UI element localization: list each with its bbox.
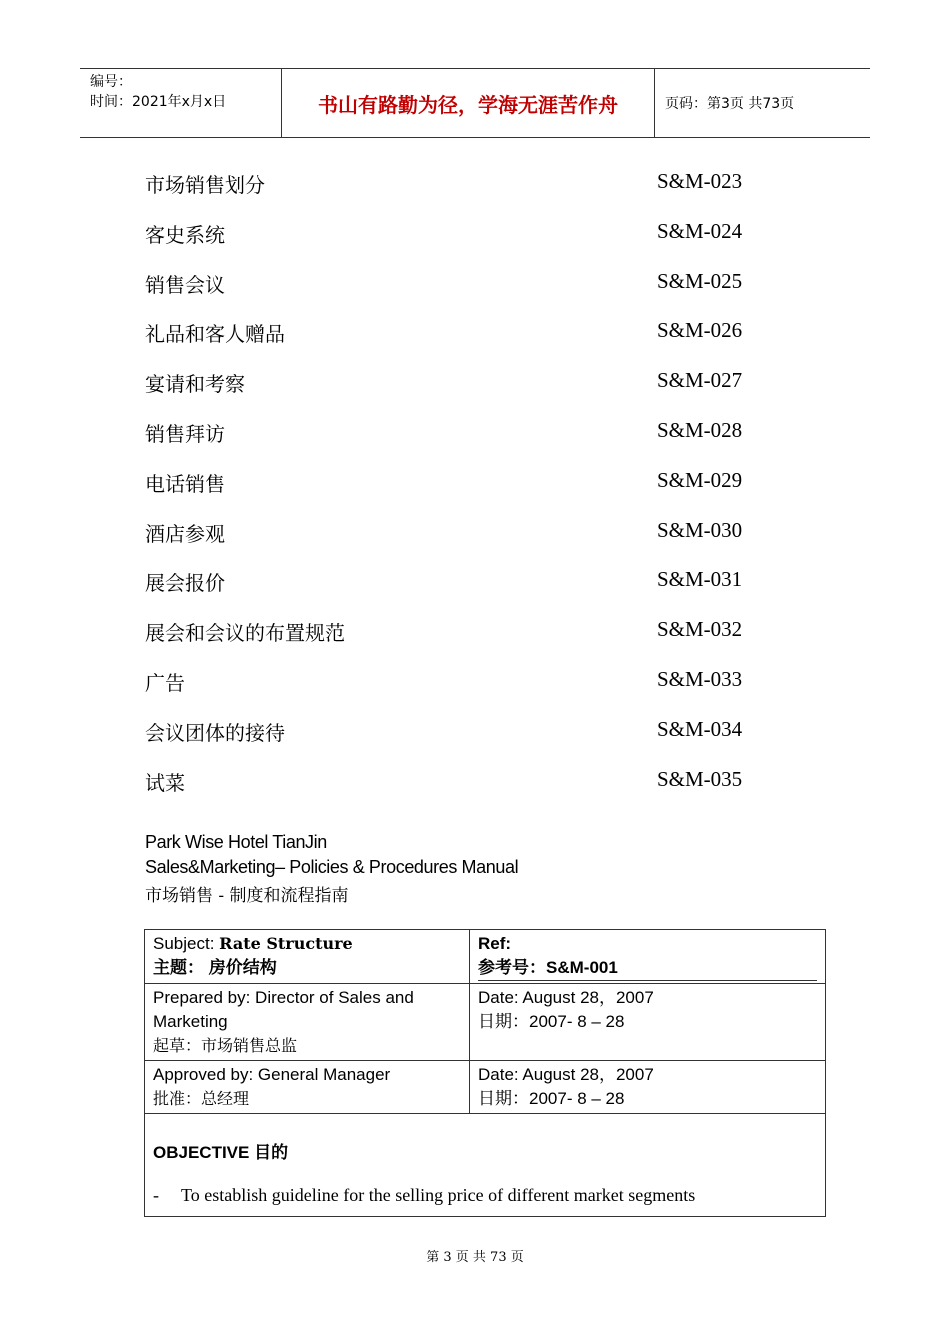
index-row — [145, 213, 765, 263]
prepared-cn: 起草：市场销售总监 — [153, 1036, 298, 1055]
index-code: S&M-032 — [657, 617, 743, 642]
index-title: 广告 — [145, 670, 185, 695]
index-title: 会议团体的接待 — [145, 720, 285, 745]
index-row — [145, 312, 765, 362]
index-title: 试菜 — [145, 770, 185, 795]
prepared-en: Prepared by: Director of Sales and Marketing — [153, 988, 414, 1031]
index-row — [145, 661, 765, 711]
index-row — [145, 163, 765, 213]
manual-title: Sales&Marketing– Policies & Procedures Manual — [145, 857, 519, 877]
hotel-name: Park Wise Hotel TianJin — [145, 832, 327, 852]
index-row — [145, 611, 765, 661]
prepared-date-cell — [470, 984, 825, 1060]
subject-label: Subject: — [153, 934, 215, 953]
index-code: S&M-029 — [657, 467, 743, 492]
approved-date-cell — [470, 1061, 825, 1113]
objective-section — [145, 1114, 825, 1216]
ref-cell — [470, 930, 825, 983]
ref-cn: 参考号：S&M-001 — [478, 956, 817, 981]
approved-date-en: Date: August 28，2007 — [478, 1065, 654, 1084]
approved-cn: 批准：总经理 — [153, 1089, 250, 1108]
index-title: 宴请和考察 — [145, 372, 245, 397]
index-row — [145, 412, 765, 462]
number-label: 编号： — [90, 74, 132, 90]
approved-en: Approved by: General Manager — [153, 1065, 391, 1084]
index-code: S&M-031 — [657, 567, 743, 592]
index-row — [145, 761, 765, 811]
index-title: 礼品和客人赠品 — [145, 322, 285, 347]
index-title: 电话销售 — [145, 471, 225, 496]
subject-value: Rate Structure — [219, 934, 353, 953]
ref-label: Ref: — [478, 934, 512, 953]
subject-cell — [145, 930, 470, 983]
page-footer: 第 3 页 共 73 页 — [426, 1250, 524, 1265]
manual-subtitle: 市场销售 - 制度和流程指南 — [145, 886, 349, 906]
index-title: 酒店参观 — [145, 521, 225, 546]
page-header — [80, 68, 870, 138]
index-row — [145, 512, 765, 562]
index-row — [145, 362, 765, 412]
index-title: 展会报价 — [145, 571, 225, 596]
index-row — [145, 711, 765, 761]
index-code: S&M-033 — [657, 666, 743, 691]
subject-cn: 主题： 房价结构 — [153, 958, 277, 977]
objective-item — [153, 1185, 817, 1206]
index-row — [145, 263, 765, 313]
procedure-index — [145, 163, 765, 810]
prepared-date-en: Date: August 28，2007 — [478, 988, 654, 1007]
approved-cell — [145, 1061, 470, 1113]
index-row — [145, 561, 765, 611]
approved-row — [145, 1061, 825, 1114]
index-code: S&M-035 — [657, 766, 743, 791]
header-page-label: 页码：第3页 共73页 — [665, 96, 795, 112]
index-code: S&M-028 — [657, 417, 743, 442]
header-info-cell — [80, 69, 282, 137]
index-code: S&M-024 — [657, 218, 743, 243]
objective-dash: - — [153, 1185, 159, 1205]
policy-table — [144, 929, 826, 1217]
index-code: S&M-025 — [657, 268, 743, 293]
subject-row — [145, 930, 825, 984]
approved-date-cn: 日期：2007- 8 – 28 — [478, 1089, 625, 1108]
index-title: 销售拜访 — [145, 421, 225, 446]
time-label: 时间：2021年x月x日 — [90, 94, 227, 110]
index-title: 展会和会议的布置规范 — [145, 621, 345, 646]
prepared-row — [145, 984, 825, 1061]
index-code: S&M-027 — [657, 368, 743, 393]
index-title: 市场销售划分 — [145, 173, 265, 197]
index-code: S&M-026 — [657, 318, 743, 343]
index-title: 销售会议 — [145, 272, 225, 297]
index-code: S&M-023 — [657, 169, 743, 193]
index-title: 客史系统 — [145, 222, 225, 247]
prepared-date-cn: 日期：2007- 8 – 28 — [478, 1012, 625, 1031]
index-code: S&M-034 — [657, 716, 743, 741]
objective-text: To establish guideline for the selling price of different market segments — [181, 1185, 696, 1205]
header-motto: 书山有路勤为径，学海无涯苦作舟 — [282, 69, 655, 137]
prepared-cell — [145, 984, 470, 1060]
objective-title: OBJECTIVE 目的 — [153, 1143, 289, 1162]
index-row — [145, 462, 765, 512]
index-code: S&M-030 — [657, 517, 743, 542]
